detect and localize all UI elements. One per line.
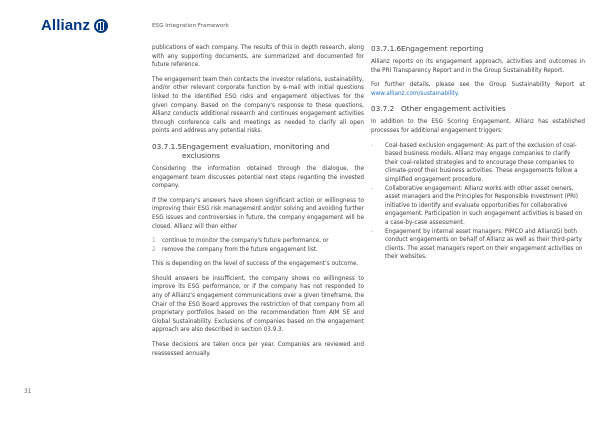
- list-text: Coal-based exclusion engagement: As part of the exclusion of coal-based business models, Allianz may engage companies to clarify their coal-related strategies and to encourage these companies to climate-proof their business activities. These engagements follow a simplified engagement procedure.: [385, 142, 578, 183]
- list-item: [152, 237, 364, 246]
- paragraph: Considering the information obtained through the dialogue, the engagement team discusses potential next steps regarding the invested company.: [152, 165, 364, 190]
- bullet-icon: -: [371, 185, 374, 192]
- list-text: Collaborative engagement: Allianz works with other asset owners, asset managers and the Principles for Responsible Investment (PRI) initiative to identify and evaluate opportunities for collaborative engagement. Participation in such engagement activities is based on a case-by-case assessment.: [385, 185, 583, 226]
- section-number: 03.7.2: [371, 104, 395, 114]
- section-heading-03-7-1-6: [371, 44, 585, 53]
- bullet-icon: -: [371, 142, 374, 149]
- list-item: [152, 246, 364, 255]
- options-list: [152, 237, 364, 254]
- section-heading-03-7-2: [371, 104, 585, 113]
- section-title: Other engagement activities: [401, 104, 506, 114]
- paragraph: Should answers be insufficient, the company shows no willingness to improve its ESG performance, or if the company has not responded to any of Allianz's engagement communications over a given timeframe, the Chair of the ESG Board approves the restriction of that company from all proprietary portfolios based on the recommendation from AIM SE and Global Sustainability. Exclusions of companies based on the engagement approach are also described in section 03.9.3.: [152, 275, 364, 334]
- paragraph: The engagement team then contacts the investor relations, sustainability, and/or other relevant corporate function by e-mail with initial questions linked to the identified ESG risks and engagement objectives for the given company. Based on the company's response to these questions, Allianz conducts additional research and continues engagement activities through conference calls and meetings as needed to clarify all open points and address any potential risks.: [152, 76, 364, 135]
- paragraph: In addition to the ESG Scoring Engagement, Allianz has established processes for additional engagement triggers:: [371, 119, 585, 134]
- engagement-triggers-list: [371, 142, 585, 262]
- paragraph: publications of each company. The results of this in depth research, along with any supporting documents, are summarized and documented for future reference.: [152, 45, 364, 69]
- list-item: [371, 185, 585, 228]
- paragraph: These decisions are taken once per year. Companies are reviewed and reassessed annually.: [152, 342, 364, 357]
- paragraph: [371, 81, 585, 98]
- section-number: 03.7.1.6: [371, 44, 402, 53]
- list-item: [371, 142, 585, 185]
- list-number: 2: [152, 246, 156, 253]
- list-text: remove the company from the future engagement list.: [162, 246, 318, 253]
- document-title: ESG Integration Framework: [152, 23, 229, 29]
- paragraph: This is depending on the level of success of the engagement's outcome.: [152, 261, 359, 268]
- sustainability-link[interactable]: www.allianz.com/sustainability.: [371, 90, 460, 97]
- list-text: Engagement by internal asset managers: PIMCO and AllianzGI both conduct engagements on behalf of Allianz as well as their third-party clients. The asset managers report on their engagement activities on their websites.: [385, 228, 583, 261]
- paragraph-text: For further details, please see the Group Sustainability Report at: [371, 82, 585, 89]
- paragraph: Allianz reports on its engagement approach, activities and outcomes in the PRI Transparency Report and in the Group Sustainability Report.: [371, 59, 585, 74]
- list-number: 1: [152, 238, 156, 245]
- list-item: [371, 228, 585, 262]
- logo-text: Allianz: [41, 17, 91, 34]
- page-number: 31: [24, 389, 32, 395]
- bullet-icon: -: [371, 228, 374, 235]
- allianz-eagle-mark-icon: [94, 19, 108, 33]
- section-title: Engagement reporting: [401, 44, 484, 53]
- section-number: 03.7.1.5: [152, 141, 183, 151]
- left-column: [152, 44, 364, 364]
- section-title: Engagement evaluation, monitoring and exclusions: [182, 141, 330, 160]
- paragraph: If the company's answers have shown significant action or willingness to improving their ESG risk management and/or solving and avoiding further ESG issues and controversies in future, the company engagement will be closed. Allianz will then either: [152, 197, 364, 230]
- allianz-logo: [41, 17, 108, 34]
- right-column: [371, 44, 585, 262]
- list-text: continue to monitor the company's future performance, or: [162, 238, 329, 245]
- section-heading-03-7-1-5: [152, 142, 364, 160]
